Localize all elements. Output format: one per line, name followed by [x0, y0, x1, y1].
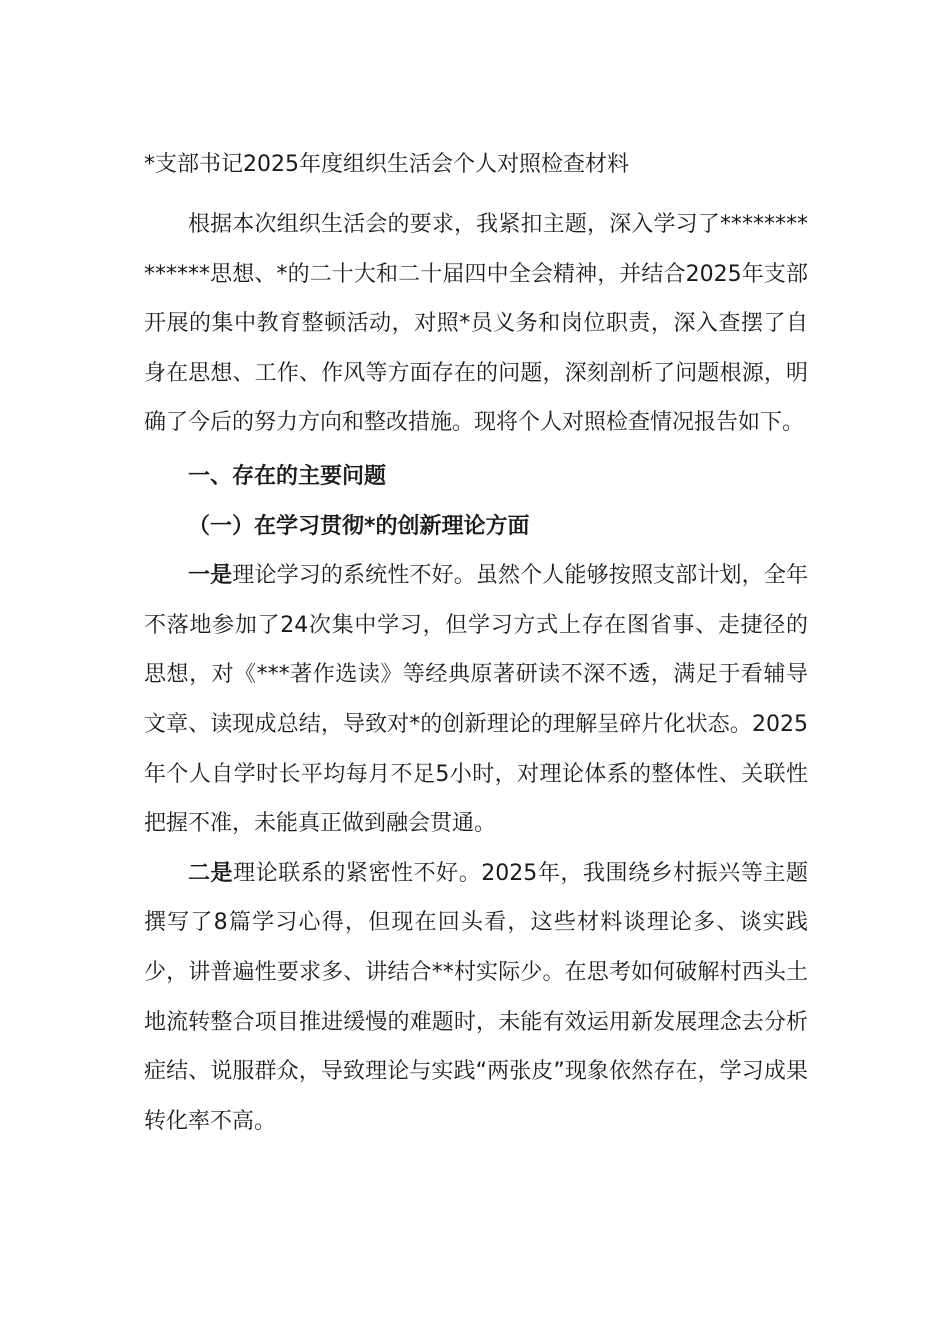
subsection-heading-theory: （一）在学习贯彻*的创新理论方面 — [188, 513, 530, 539]
section-heading-problems: 一、存在的主要问题 — [188, 463, 387, 489]
point-one-text: 理论学习的系统性不好。虽然个人能够按照支部计划，全年不落地参加了24次集中学习，但学习方式上存在图省事、走捷径的思想，对《***著作选读》等经典原著研读不深不透，满足于看辅导文章、读现成总结，导致对*的创新理论的理解呈碎片化状态。2025年个人自学时长平均每月不足5小时，对理论体系的整体性、关联性把握不准，未能真正做到融会贯通。 — [144, 563, 808, 837]
point-two-lead: 二是 — [188, 860, 234, 886]
point-two-paragraph — [144, 849, 808, 1147]
document-body — [144, 150, 808, 1146]
point-two-text: 理论联系的紧密性不好。2025年，我围绕乡村振兴等主题撰写了8篇学习心得，但现在回头看，这些材料谈理论多、谈实践少，讲普遍性要求多、讲结合**村实际少。在思考如何破解村西头土地流转整合项目推进缓慢的难题时，未能有效运用新发展理念去分析症结、说服群众，导致理论与实践“两张皮”现象依然存在，学习成果转化率不高。 — [144, 860, 808, 1134]
intro-paragraph: 根据本次组织生活会的要求，我紧扣主题，深入学习了**************思想、*的二十大和二十届四中全会精神，并结合2025年支部开展的集中教育整顿活动，对照*员义务和岗位职责，深入查摆了自身在思想、工作、作风等方面存在的问题，深刻剖析了问题根源，明确了今后的努力方向和整改措施。现将个人对照检查情况报告如下。 — [144, 212, 808, 436]
point-one-paragraph — [144, 551, 808, 849]
point-one-lead: 一是 — [188, 563, 233, 589]
document-title: *支部书记2025年度组织生活会个人对照检查材料 — [144, 152, 629, 177]
